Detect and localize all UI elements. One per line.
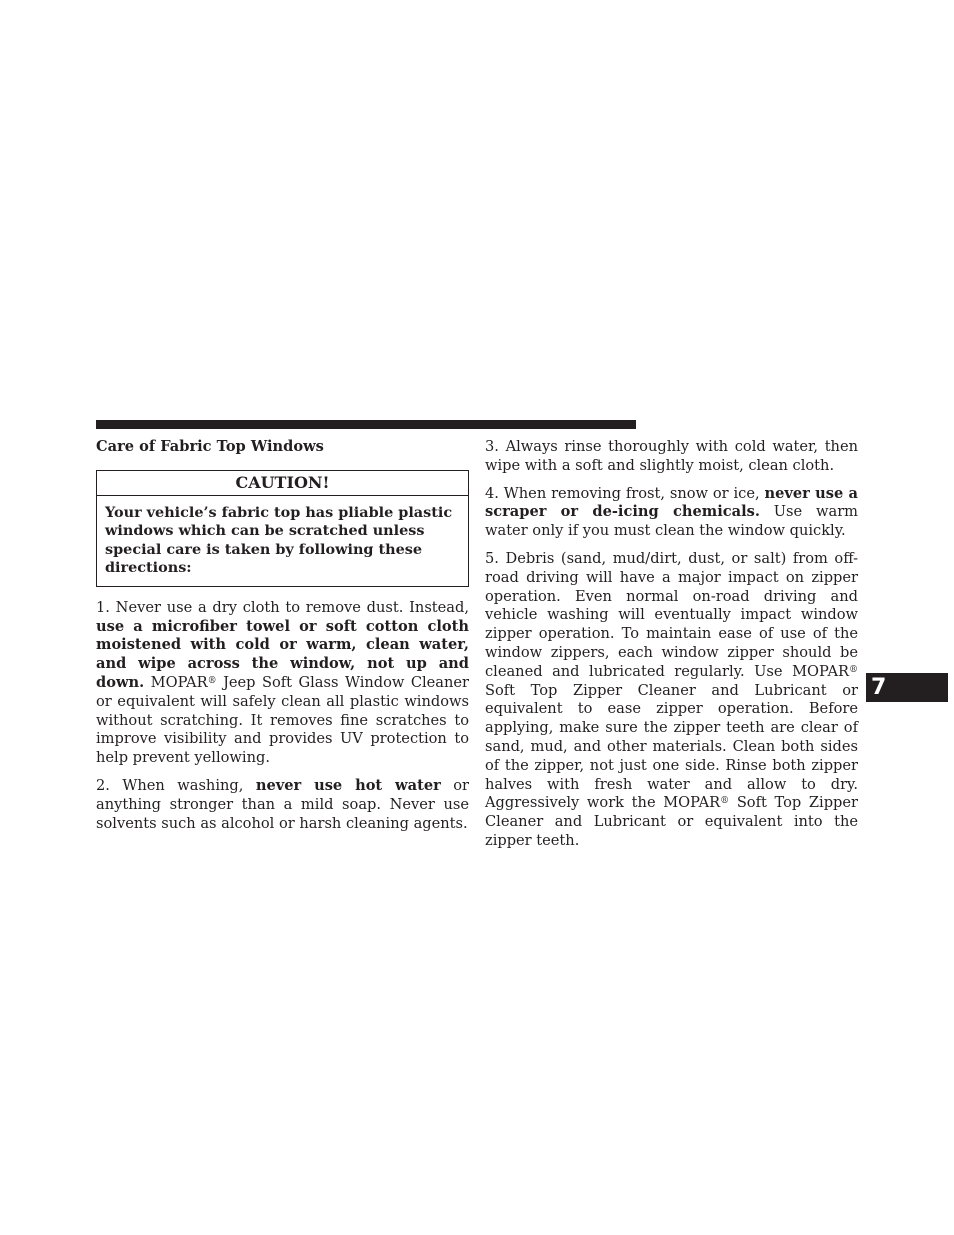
section-heading: Care of Fabric Top Windows xyxy=(96,438,324,455)
caution-title: CAUTION! xyxy=(97,471,468,496)
chapter-tab xyxy=(866,673,948,702)
step-4: 4. When removing frost, snow or ice, never use a scraper or de-icing chemicals. Use warm water only if you must clean the window quickly. xyxy=(485,484,859,540)
step-5: 5. Debris (sand, mud/dirt, dust, or salt) from off-road driving will have a major impact on zipper operation. Even normal on-road driving and vehicle washing will eventually impact window zipper operation. To maintain ease of use of the window zippers, each window zipper should be cleaned and lubricated regularly. Use MOPAR® Soft Top Zipper Cleaner and Lubricant or equivalent to ease zipper operation. Before applying, make sure the zipper teeth are clear of sand, mud, and other materials. Clean both sides of the zipper, not just one side. Rinse both zipper halves with fresh water and allow to dry. Aggressively work the MOPAR® Soft Top Zipper Cleaner and Lubricant or equivalent into the zipper teeth. xyxy=(485,549,858,849)
caution-body: Your vehicle’s fabric top has pliable plastic windows which can be scratched unless special care is taken by following these directions: xyxy=(105,503,453,577)
chapter-number: 7 xyxy=(871,675,887,700)
caution-box xyxy=(96,470,469,587)
section-top-rule xyxy=(96,420,636,429)
left-column xyxy=(96,438,469,842)
step-2: 2. When washing, never use hot water or anything stronger than a mild soap. Never use solvents such as alcohol or harsh cleaning agents. xyxy=(96,776,470,832)
right-column xyxy=(485,438,858,860)
step-1: 1. Never use a dry cloth to remove dust. Instead, use a microfiber towel or soft cotton cloth moistened with cold or warm, clean water, and wipe across the window, not up and down. MOPAR® Jeep Soft Glass Window Cleaner or equivalent will safely clean all plastic windows without scratching. It removes fine scratches to improve visibility and provides UV protection to help prevent yellowing. xyxy=(96,598,470,767)
step-3: 3. Always rinse thoroughly with cold water, then wipe with a soft and slightly moist, clean cloth. xyxy=(485,438,858,474)
